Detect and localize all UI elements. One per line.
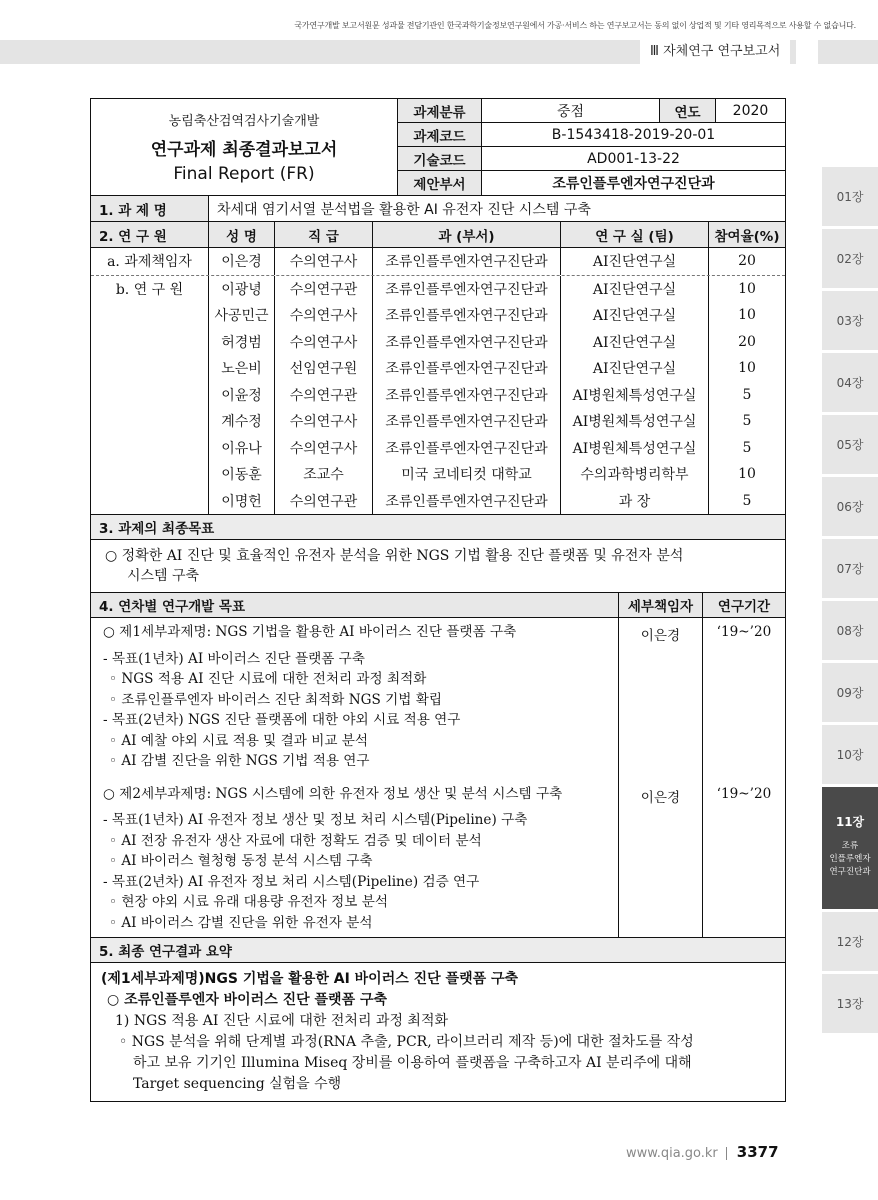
member-rank: 수의연구사: [275, 302, 373, 329]
member-rank: 조교수: [275, 461, 373, 488]
report-title-block: [91, 99, 398, 195]
chapter-tab-12[interactable]: 12장: [822, 912, 878, 971]
sub-project-title: ○ 제1세부과제명: NGS 기법을 활용한 AI 바이러스 진단 플랫폼 구축: [103, 624, 517, 640]
member-name: 노은비: [209, 355, 275, 382]
site-link[interactable]: www.qia.go.kr: [626, 1146, 718, 1161]
goal-text: ○ 정확한 AI 진단 및 효율적인 유전자 분석을 위한 NGS 기법 활용 진단 플랫폼 및 유전자 분석 시스템 구축: [91, 540, 785, 593]
running-header: [0, 40, 878, 64]
section-title: Ⅲ 자체연구 연구보고서: [640, 40, 790, 64]
member-name: 이은경: [209, 248, 275, 275]
member-name: 사공민근: [209, 302, 275, 329]
meta-label: 과제분류: [398, 99, 482, 122]
member-name: 허경범: [209, 329, 275, 356]
meta-row-dept: [398, 171, 785, 195]
member-rate: 20: [738, 333, 756, 350]
member-rank: 수의연구관: [275, 488, 373, 515]
col-header: 연 구 실 (팀): [561, 222, 709, 247]
chapter-tab-05[interactable]: 05장: [822, 415, 878, 474]
summary-item: 1) NGS 적용 AI 진단 시료에 대한 전처리 과정 최적화: [115, 1013, 448, 1029]
meta-label: 제안부서: [398, 171, 482, 195]
member-lab: 수의과학병리학부: [561, 461, 709, 488]
member-rate: 5: [742, 492, 752, 509]
member-rate: 10: [738, 280, 756, 297]
member-name: 이유나: [209, 435, 275, 462]
chapter-tab-06[interactable]: 06장: [822, 477, 878, 536]
report-title-en: Final Report (FR): [173, 164, 315, 184]
chapter-tab-09[interactable]: 09장: [822, 663, 878, 722]
chapter-tab-02[interactable]: 02장: [822, 229, 878, 288]
member-rank: 수의연구사: [275, 408, 373, 435]
member-rank: 선임연구원: [275, 355, 373, 382]
sub-project-title: ○ 제2세부과제명: NGS 시스템에 의한 유전자 정보 생산 및 분석 시스템 구축: [103, 785, 563, 802]
goal-header: 3. 과제의 최종목표: [91, 515, 785, 540]
col-header: 과 (부서): [373, 222, 561, 247]
chapter-tab-11-active[interactable]: [822, 787, 878, 909]
copyright-notice: 국가연구개발 보고서원문 성과물 전담기관인 한국과학기술정보연구원에서 가공·서비스 하는 연구보고서는 동의 없이 상업적 및 기타 영리목적으로 사용할 수 없습니다.: [294, 21, 856, 30]
member-row: [91, 408, 785, 435]
report-form: [90, 98, 786, 1102]
yearly-label: 4. 연차별 연구개발 목표: [91, 593, 619, 617]
chapter-tabs: [822, 167, 878, 1036]
member-rate: 5: [742, 386, 752, 403]
member-rank: 수의연구사: [275, 435, 373, 462]
member-dept: 미국 코네티컷 대학교: [373, 461, 561, 488]
col-header: 2. 연 구 원: [91, 222, 209, 247]
member-name: 계수정: [209, 408, 275, 435]
page-number: 3377: [736, 1143, 779, 1161]
summary-paragraph: ◦ NGS 분석을 위해 단계별 과정(RNA 추출, PCR, 라이브러리 제작 등)에 대한 절차도를 작성: [119, 1034, 694, 1050]
member-dept: 조류인플루엔자연구진단과: [373, 329, 561, 356]
member-dept: 조류인플루엔자연구진단과: [373, 435, 561, 462]
member-rank: 수의연구관: [275, 382, 373, 409]
member-dept: 조류인플루엔자연구진단과: [373, 355, 561, 382]
col-header: 참여율(%): [709, 222, 785, 247]
meta-value: 중점: [482, 99, 660, 122]
chapter-tab-08[interactable]: 08장: [822, 601, 878, 660]
member-rate: 5: [742, 439, 752, 456]
meta-row-class: [398, 99, 785, 123]
member-lab: AI병원체특성연구실: [561, 408, 709, 435]
members-header: [91, 222, 785, 248]
chapter-tab-01[interactable]: 01장: [822, 167, 878, 226]
member-rank: 수의연구사: [275, 248, 373, 275]
chapter-tab-11-label: 11장: [835, 815, 865, 829]
member-dept: 조류인플루엔자연구진단과: [373, 248, 561, 275]
member-lab: AI진단연구실: [561, 355, 709, 382]
member-lab: AI진단연구실: [561, 329, 709, 356]
member-row: [91, 248, 785, 276]
chapter-tab-07[interactable]: 07장: [822, 539, 878, 598]
member-row: [91, 461, 785, 488]
member-dept: 조류인플루엔자연구진단과: [373, 382, 561, 409]
member-lab: 과 장: [561, 488, 709, 515]
member-rate: 10: [738, 466, 756, 483]
member-lab: AI진단연구실: [561, 248, 709, 275]
chapter-tab-13[interactable]: 13장: [822, 974, 878, 1033]
summary-title: (제1세부과제명)NGS 기법을 활용한 AI 바이러스 진단 플랫폼 구축: [101, 971, 519, 987]
member-dept: 조류인플루엔자연구진단과: [373, 302, 561, 329]
chapter-tab-11-desc: 조류 인플루엔자 연구진단과: [829, 841, 871, 877]
summary-body: (제1세부과제명)NGS 기법을 활용한 AI 바이러스 진단 플랫폼 구축 ○ 조류인플루엔자 바이러스 진단 플랫폼 구축 1) NGS 적용 AI 진단 시료에 대한 전처리 과정 최적화 ◦ NGS 분석을 위해 단계별 과정(RNA 추출, PCR, 라이브러리 제작 등)에 대한 절차도를 작성 하고 보유 기기인 Illumina Miseq 장비를 이용하여 플랫폼을 구축하고자 AI 분리주에 대해 Target sequencing 실험을 수행: [91, 963, 785, 1101]
member-dept: 조류인플루엔자연구진단과: [373, 408, 561, 435]
member-row: [91, 302, 785, 329]
report-header-block: [91, 99, 785, 196]
meta-label: 연도: [660, 99, 716, 122]
meta-value: AD001-13-22: [587, 150, 680, 167]
meta-value: 2020: [732, 102, 769, 119]
meta-row-code: [398, 123, 785, 147]
summary-subtitle: ○ 조류인플루엔자 바이러스 진단 플랫폼 구축: [107, 992, 388, 1008]
member-rank: 수의연구관: [275, 276, 373, 303]
yearly-head-label: 세부책임자: [619, 593, 703, 617]
member-row: [91, 435, 785, 462]
meta-value: B-1543418-2019-20-01: [551, 126, 716, 143]
col-header: 성 명: [209, 222, 275, 247]
member-rate: 20: [738, 253, 756, 270]
report-meta: [398, 99, 785, 195]
meta-label: 과제코드: [398, 123, 482, 146]
member-row: [91, 276, 785, 303]
col-header: 직 급: [275, 222, 373, 247]
member-role: a. 과제책임자: [91, 248, 209, 275]
member-name: 이동훈: [209, 461, 275, 488]
meta-row-tech: [398, 147, 785, 171]
subject-label: 1. 과 제 명: [91, 196, 209, 221]
sub-project-period: ‘19~’20: [716, 785, 772, 802]
member-name: 이윤정: [209, 382, 275, 409]
member-rate: 10: [738, 307, 756, 324]
org-name: 농림축산검역검사기술개발: [168, 114, 320, 129]
member-rate: 10: [738, 360, 756, 377]
sub-project-period: ‘19~’20: [716, 624, 772, 640]
member-dept: 조류인플루엔자연구진단과: [373, 276, 561, 303]
member-name: 이광녕: [209, 276, 275, 303]
subject-text: 차세대 염기서열 분석법을 활용한 AI 유전자 진단 시스템 구축: [217, 201, 591, 218]
chapter-tab-04[interactable]: 04장: [822, 353, 878, 412]
member-lab: AI병원체특성연구실: [561, 382, 709, 409]
member-lab: AI진단연구실: [561, 276, 709, 303]
member-row: [91, 382, 785, 409]
member-lab: AI병원체특성연구실: [561, 435, 709, 462]
sub-project-head: 이은경: [640, 789, 681, 806]
member-row: [91, 488, 785, 516]
meta-value: 조류인플루엔자연구진단과: [552, 176, 715, 192]
chapter-tab-10[interactable]: 10장: [822, 725, 878, 784]
member-role: b. 연 구 원: [91, 276, 209, 303]
meta-label: 기술코드: [398, 147, 482, 170]
member-dept: 조류인플루엔자연구진단과: [373, 488, 561, 515]
page-footer: [626, 1143, 779, 1161]
member-rank: 수의연구사: [275, 329, 373, 356]
summary-header: 5. 최종 연구결과 요약: [91, 938, 785, 963]
sub-project-head: 이은경: [640, 628, 681, 644]
report-title: 연구과제 최종결과보고서: [150, 140, 338, 160]
member-name: 이명헌: [209, 488, 275, 515]
subject-row: [91, 196, 785, 222]
member-rate: 5: [742, 413, 752, 430]
sub-project-1: ○ 제1세부과제명: NGS 기법을 활용한 AI 바이러스 진단 플랫폼 구축 - 목표(1년차) AI 바이러스 진단 플랫폼 구축 ◦ NGS 적용 AI 진단 시료에 대한 전처리 과정 최적화 ◦ 조류인플루엔자 바이러스 진단 최적화 NGS 기법 확립 - 목표(2년차) NGS 진단 플랫폼에 대한 야외 시료 적용 연구 ◦ AI 예찰 야외 시료 적용 및 결과 비교 분석 ◦ AI 감별 진단을 위한 NGS 기법 적용 연구 이은경 ‘19~’20: [91, 618, 785, 776]
member-lab: AI진단연구실: [561, 302, 709, 329]
member-row: [91, 355, 785, 382]
yearly-header: [91, 593, 785, 618]
member-row: [91, 329, 785, 356]
members-table: [91, 248, 785, 515]
chapter-tab-03[interactable]: 03장: [822, 291, 878, 350]
sub-project-2: ○ 제2세부과제명: NGS 시스템에 의한 유전자 정보 생산 및 분석 시스템 구축 - 목표(1년차) AI 유전자 정보 생산 및 정보 처리 시스템(Pipeline) 구축 ◦ AI 전장 유전자 생산 자료에 대한 정확도 검증 및 데이터 분석 ◦ AI 바이러스 혈청형 동정 분석 시스템 구축 - 목표(2년차) AI 유전자 정보 처리 시스템(Pipeline) 검증 연구 ◦ 현장 야외 시료 유래 대용량 유전자 정보 분석 ◦ AI 바이러스 감별 진단을 위한 유전자 분석 이은경 ‘19~’20: [91, 776, 785, 939]
yearly-period-label: 연구기간: [703, 593, 785, 617]
